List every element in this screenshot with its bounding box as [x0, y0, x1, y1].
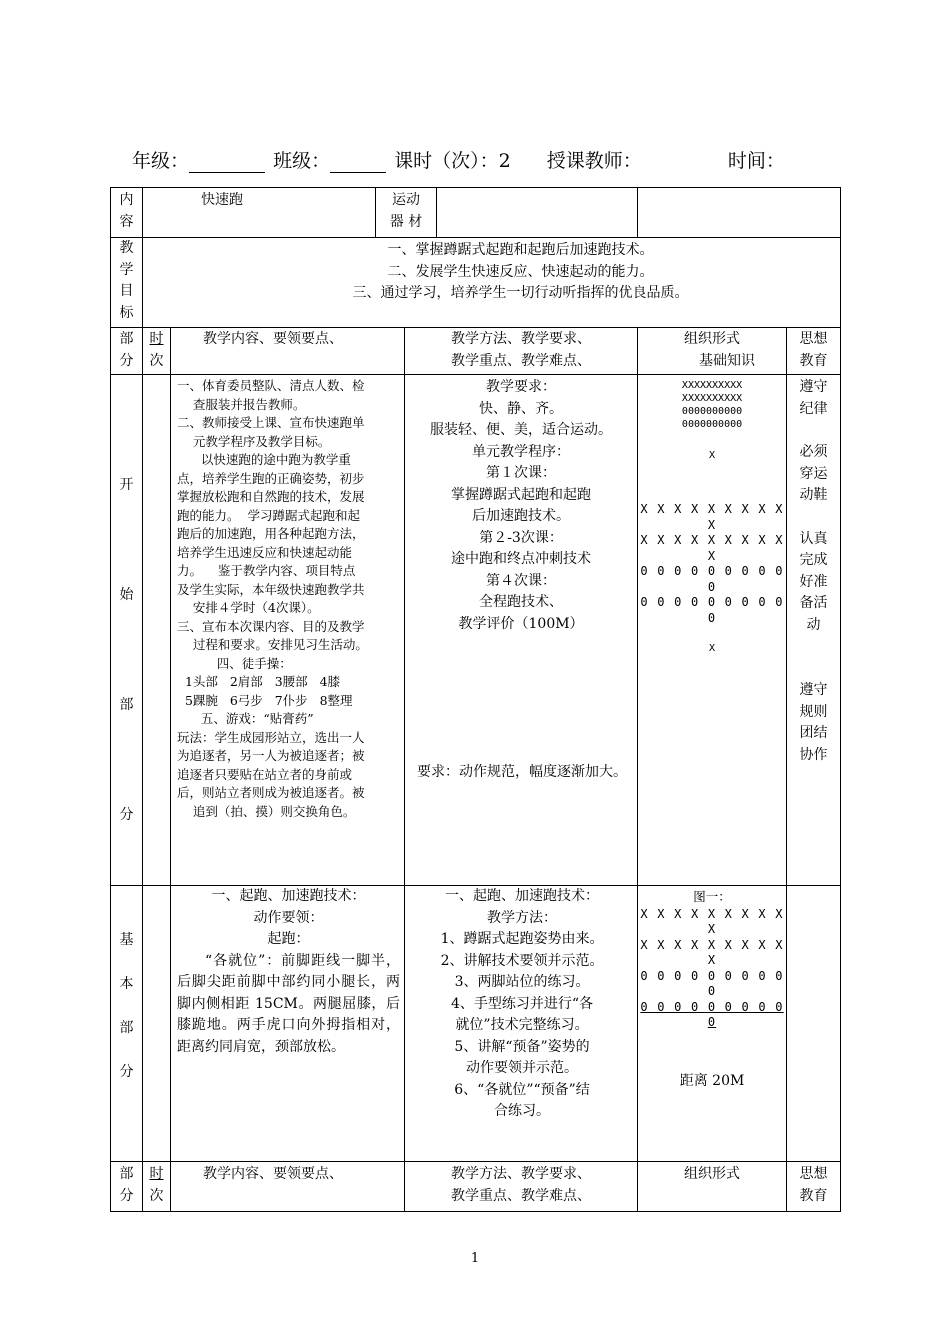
method-line: 全程跑技术、: [479, 594, 564, 610]
org-header: 组织形式 基础知识: [638, 328, 787, 375]
start-ideo: [787, 375, 841, 886]
ideo-line: 备活: [799, 595, 828, 611]
ideo-line: 动: [806, 616, 821, 633]
formation-row: X X X X X X X X X X: [640, 937, 784, 967]
class-blank: [330, 150, 386, 173]
ideo-line: 穿运: [799, 465, 828, 482]
content-line: 查服装并报告教师。: [177, 396, 306, 412]
formation-row: 0 0 0 0 0 0 0 0 0 0: [640, 999, 784, 1029]
content-row: [111, 188, 841, 238]
figure-title: 图一：: [693, 889, 731, 904]
formation-row: X X X X X X X X X X: [640, 533, 784, 563]
content-line: 四、徒手操：: [177, 655, 292, 671]
method-line: 就位”技术完整练习。: [455, 1017, 589, 1033]
formation-row: 0000000000: [681, 406, 743, 417]
ideo-line: 遵守: [799, 682, 828, 698]
method-line: 后加速跑技术。: [472, 508, 571, 524]
content-header: 教学内容、要领要点、: [171, 328, 405, 375]
formation-row: X X X X X X X X X X: [640, 502, 784, 532]
formation-row: 0000000000: [681, 419, 743, 430]
content-line: 追到（拍、摸）则交换角色。: [177, 803, 356, 819]
teacher-mark: X: [709, 450, 716, 461]
goal-line-3: 三、通过学习，培养学生一切行动听指挥的优良品质。: [352, 285, 689, 301]
start-method: [405, 375, 638, 886]
method-header: 教学方法、教学要求、 教学重点、教学难点、: [405, 328, 638, 375]
goals-row: [111, 238, 841, 328]
formation-row: X X X X X X X X X X: [640, 906, 784, 936]
ideo-group: [787, 442, 840, 507]
basic-time: [143, 886, 171, 1162]
footer-header-row: [111, 1162, 841, 1212]
ideo-header: 思想 教育: [787, 328, 841, 375]
grade-blank: [189, 150, 265, 173]
basic-content-paragraph: “各就位”：前脚距线一脚半，后脚尖距前脚中部约同小腿长，两脚内侧相距 15CM。两腿屈膝，后膝跪地。两手虎口向外拇指相对，距离约同肩宽，颈部放松。: [177, 952, 401, 1055]
ideo-line: 认真: [799, 530, 828, 547]
time-label: 时间：: [727, 150, 785, 172]
equipment-label: 运动: [392, 192, 421, 208]
basic-method: [405, 886, 638, 1162]
method-line: 1、蹲踞式起跑姿势由来。: [440, 931, 604, 947]
ideo-line: 必须: [799, 444, 828, 460]
equipment-value-empty: [638, 188, 841, 238]
footer-org-header: 组织形式: [638, 1162, 787, 1212]
class-label: 班级：: [273, 150, 331, 172]
ideo-line: 动鞋: [799, 487, 828, 503]
start-content: [171, 375, 405, 886]
method-line: 快、静、齐。: [479, 400, 564, 417]
method-line: 一、起跑、加速跑技术：: [445, 888, 600, 904]
page-number: 1: [470, 1251, 480, 1266]
formation-row: XXXXXXXXXX: [681, 380, 743, 391]
content-line: 三、宣布本次课内容、目的及教学: [177, 618, 365, 634]
method-line: 单元教学程序：: [472, 443, 571, 460]
content-line: 及学生实际，本年级快速跑教学共: [177, 581, 365, 597]
start-time: [143, 375, 171, 886]
method-line: 第２-3次课：: [479, 529, 563, 546]
formation-row: 0 0 0 0 0 0 0 0 0 0: [640, 564, 784, 594]
content-line: 元教学程序及教学目标。: [177, 433, 331, 449]
ideo-line: 完成: [799, 552, 828, 568]
content-line: 跑的能力。 学习蹲踞式起跑和起: [177, 507, 360, 523]
method-line: 教学方法：: [487, 909, 558, 926]
method-line: 服装轻、便、美，适合运动。: [430, 422, 613, 438]
ideo-line: 纪律: [799, 400, 828, 417]
distance-label: 距离 20M: [679, 1072, 745, 1089]
basic-part-label: 基 本 部 分: [111, 886, 143, 1162]
goals-content: [143, 238, 841, 328]
formation-row: 0 0 0 0 0 0 0 0 0 0: [640, 968, 784, 998]
content-line: 玩法：学生成园形站立，选出一人: [177, 729, 365, 745]
ideo-line: 团结: [799, 725, 828, 741]
content-line: 跑后的加速跑，用各种起跑方法，: [177, 526, 365, 541]
teacher-label: 授课教师：: [546, 150, 642, 172]
content-line: 1头部 2肩部 3腰部 4膝: [177, 674, 341, 689]
lesson-header: [132, 146, 785, 173]
ideo-group: [787, 680, 840, 766]
content-line: 五、游戏：“贴膏药”: [177, 711, 314, 726]
footer-content-header: 教学内容、要领要点、: [171, 1162, 405, 1212]
equipment-label-2: 器 材: [389, 213, 423, 230]
goals-label: 教 学 目 标: [111, 238, 143, 328]
basic-ideo: [787, 886, 841, 1162]
method-line: 第４次课：: [486, 572, 557, 589]
content-line: 以快速跑的途中跑为教学重: [177, 452, 351, 467]
start-part-label: 开 始 部 分: [111, 375, 143, 886]
content-line: 后，则站立者则成为被追逐者。被: [177, 785, 365, 800]
lesson-plan-table: [110, 187, 841, 1212]
content-value: 快速跑: [143, 188, 376, 238]
teacher-mark-2: X: [709, 643, 716, 654]
content-line: 安排４学时（4次课）。: [177, 600, 320, 615]
start-method-requirement: 要求：动作规范，幅度逐渐加大。: [417, 764, 628, 780]
formation-row: XXXXXXXXXX: [681, 393, 743, 404]
content-line: 5踝腕 6弓步 7仆步 8整理: [177, 692, 353, 708]
formation-row: 0 0 0 0 0 0 0 0 0 0: [640, 595, 784, 625]
content-line: 一、体育委员整队、清点人数、检: [177, 378, 365, 393]
method-line: 教学要求：: [486, 379, 557, 395]
method-line: 4、手型练习并进行“各: [450, 995, 594, 1012]
part-header: 部 分: [111, 328, 143, 375]
ideo-group: [787, 377, 840, 420]
goal-line-1: 一、掌握蹲踞式起跑和起跑后加速跑技术。: [387, 242, 654, 258]
method-line: 5、讲解“预备”姿势的: [454, 1038, 590, 1055]
footer-method-header: 教学方法、教学要求、 教学重点、教学难点、: [405, 1162, 638, 1212]
start-section-row: [111, 375, 841, 886]
column-header-row: [111, 328, 841, 375]
method-line: 合练习。: [494, 1103, 551, 1119]
method-line: 途中跑和终点冲刺技术: [451, 551, 592, 567]
method-line: 6、“各就位”“预备”结: [454, 1081, 590, 1098]
goal-line-2: 二、发展学生快速反应、快速起动的能力。: [387, 263, 654, 280]
method-line: 第１次课：: [486, 465, 557, 481]
time-header: 时 次: [143, 328, 171, 375]
footer-ideo-header: 思想 教育: [787, 1162, 841, 1212]
content-line: 为追逐者，另一人为被追逐者；被: [177, 748, 365, 763]
basic-section-row: [111, 886, 841, 1162]
start-org: [638, 375, 787, 886]
content-label: 内 容: [111, 188, 143, 238]
ideo-line: 协作: [799, 746, 828, 763]
footer-time-header: 时 次: [143, 1162, 171, 1212]
method-line: 掌握蹲踞式起跑和起跑: [451, 486, 592, 503]
footer-part-header: 部 分: [111, 1162, 143, 1212]
ideo-line: 规则: [799, 703, 828, 720]
method-line: 3、两脚站位的练习。: [454, 974, 590, 990]
method-line: 动作要领并示范。: [466, 1060, 579, 1076]
content-line: 力。 鉴于教学内容、项目特点: [177, 563, 356, 578]
ideo-line: 好准: [799, 573, 828, 590]
content-line: 点，培养学生跑的正确姿势，初步: [177, 470, 365, 486]
content-line: 过程和要求。安排见习生活动。: [177, 637, 368, 652]
basic-org: [638, 886, 787, 1162]
content-line: 二、教师接受上课、宣布快速跑单: [177, 415, 365, 430]
equipment-cell: [376, 188, 638, 238]
ideo-line: 遵守: [799, 379, 828, 395]
content-line: 培养学生迅速反应和快速起动能: [177, 544, 353, 560]
grade-label: 年级：: [132, 150, 190, 172]
content-line: 掌握放松跑和自然跑的技术，发展: [177, 489, 365, 504]
lesson-label: 课时（次）：2: [394, 150, 511, 172]
ideo-group: [787, 529, 840, 637]
content-line: 追逐者只要贴在站立者的身前或: [177, 766, 353, 782]
method-line: 教学评价（100M）: [458, 615, 584, 632]
basic-content: 一、起跑、加速跑技术： 动作要领： 起跑： “各就位”：前脚距线一脚半，后脚尖距前脚中部约同小腿长，两脚内侧相距 15CM。两腿屈膝，后膝跪地。两手虎口向外拇指相对，距离约同肩宽，颈部放松。: [171, 886, 405, 1162]
method-line: 2、讲解技术要领并示范。: [440, 952, 604, 969]
